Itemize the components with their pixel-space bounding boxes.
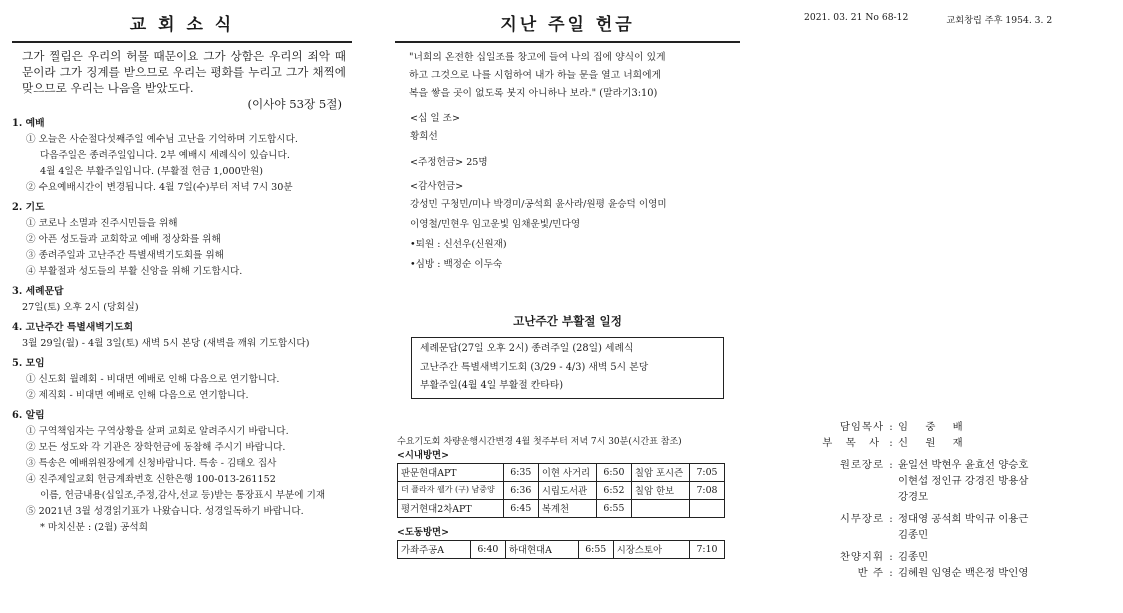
news-item: 3월 29일(월) - 4월 3일(토) 새벽 5시 본당 (새벽을 깨워 기도합시다) <box>22 338 310 349</box>
quote-line: 복을 쌓을 곳이 없도록 붓지 아니하나 보라." (말라기3:10) <box>409 88 658 99</box>
thanks-line: 강성민 구청민/미나 박경미/공석희 윤사라/원평 윤승덕 이영미 <box>410 199 667 210</box>
staff-colon: : <box>889 421 893 433</box>
stop-name: 이현 사거리 <box>538 463 596 481</box>
staff-colon: : <box>889 459 893 471</box>
stop-name: 더 플라자 웰가 (구) 남중양 <box>398 481 504 499</box>
staff-colon <box>884 527 898 543</box>
thanks-line: 이영철/민현우 임고운빛 임채운빛/민다영 <box>410 219 581 230</box>
table-row <box>398 499 725 517</box>
section-title: 3. 세례문답 <box>12 286 64 297</box>
schedule-line: 부활주일(4월 4일 부활절 칸타타) <box>420 380 564 391</box>
city-route-table <box>397 463 725 518</box>
staff-list <box>760 419 1115 581</box>
staff-row <box>760 419 1115 435</box>
stop-time: 6:36 <box>503 481 538 499</box>
staff-row <box>760 549 1115 565</box>
staff-names: 윤일선 박현우 윤효선 양승호 <box>898 459 1029 471</box>
schedule-title: 고난주간 부활절 일정 <box>513 314 622 328</box>
bible-verse <box>12 48 352 112</box>
staff-colon: : <box>889 513 893 525</box>
offering-column <box>395 0 740 559</box>
schedule-box <box>411 337 724 399</box>
news-item: ② 모든 성도와 각 기관은 장학헌금에 동참해 주시기 바랍니다. <box>26 442 286 453</box>
stop-time: 6:55 <box>596 499 631 517</box>
stop-name: 판문현대APT <box>398 463 504 481</box>
stop-time: 7:08 <box>690 481 725 499</box>
staff-role: 담임목사 <box>839 421 884 433</box>
stop-name <box>631 499 689 517</box>
section-title: 6. 알림 <box>12 410 45 421</box>
staff-role <box>760 527 884 543</box>
thanks-offering-names <box>395 195 740 275</box>
table-row <box>398 540 725 558</box>
stop-time: 6:55 <box>578 540 613 558</box>
news-section <box>12 320 352 352</box>
news-item: ④ 진주제일교회 헌금계좌번호 신한은행 100-013-261152 <box>26 474 276 485</box>
staff-row <box>760 489 1115 505</box>
news-item: ② 제직회 - 비대면 예배로 인해 다음으로 연기합니다. <box>26 390 249 401</box>
stop-time: 6:50 <box>596 463 631 481</box>
staff-role: 시무장로 <box>839 513 884 525</box>
dodong-route-table <box>397 540 725 559</box>
staff-role <box>760 489 884 505</box>
stop-time: 7:05 <box>690 463 725 481</box>
news-item: 27일(토) 오후 2시 (당회실) <box>22 302 139 313</box>
staff-names: 김종민 <box>898 551 929 563</box>
staff-row <box>760 565 1115 581</box>
staff-role: 반 주 <box>857 567 884 579</box>
news-item: ③ 특송은 예배위원장에게 신청바랍니다. 특송 - 김태오 집사 <box>26 458 277 469</box>
schedule-line: 세례문답(27일 오후 2시) 종려주일 (28일) 세례식 <box>420 343 634 354</box>
stop-time: 6:40 <box>470 540 505 558</box>
staff-colon: : <box>889 567 893 579</box>
news-section <box>12 356 352 404</box>
verse-reference: (이사야 53장 5절) <box>247 97 342 111</box>
staff-row <box>760 457 1115 473</box>
staff-row <box>760 527 1115 543</box>
staff-colon <box>884 473 898 489</box>
news-section <box>12 200 352 280</box>
tithe-label: <십 일 조> <box>410 113 460 124</box>
staff-role: 부 목 사 <box>822 437 884 449</box>
stop-time: 7:10 <box>690 540 725 558</box>
section-title: 5. 모임 <box>12 358 45 369</box>
staff-names: 신 원 재 <box>898 437 970 449</box>
news-section <box>12 408 352 536</box>
staff-names: 김종민 <box>898 529 929 541</box>
staff-colon: : <box>889 437 893 449</box>
news-item: ④ 부활절과 성도들의 부활 신앙을 위해 기도합시다. <box>26 266 243 277</box>
section-title: 1. 예배 <box>12 118 45 129</box>
title-divider <box>12 41 352 43</box>
thanks-offering-label: <감사헌금> <box>410 181 464 192</box>
tithe-names: 황희선 <box>410 131 438 142</box>
bulletin-info <box>760 12 1115 26</box>
staff-names: 임 중 배 <box>898 421 970 433</box>
news-item: * 마치신분 : (2월) 공석희 <box>40 522 148 533</box>
stop-name: 칠암 한보 <box>631 481 689 499</box>
staff-row <box>760 511 1115 527</box>
staff-row <box>760 435 1115 451</box>
news-item: ① 신도회 월례회 - 비대면 예배로 인해 다음으로 연기합니다. <box>26 374 280 385</box>
table-row <box>398 481 725 499</box>
stop-name: 하대현대A <box>505 540 578 558</box>
quote-line: "너희의 온전한 십일조를 창고에 들여 나의 집에 양식이 있게 <box>409 52 666 63</box>
staff-role: 찬양지휘 <box>839 551 884 563</box>
dodong-route-label: <도동방면> <box>397 526 449 538</box>
stop-name: 복계천 <box>538 499 596 517</box>
news-section <box>12 116 352 196</box>
staff-names: 김혜원 임영순 백은정 박인영 <box>898 567 1029 579</box>
news-item: ③ 종려주일과 고난주간 특별새벽기도회를 위해 <box>26 250 224 261</box>
thanks-line: •퇴원 : 신선우(신원재) <box>410 239 507 250</box>
weekly-offering-label: <주정헌금> 25명 <box>410 157 488 168</box>
stop-name: 평거현대2차APT <box>398 499 504 517</box>
news-item: 이름, 헌금내용(십일조,주정,감사,선교 등)받는 통장표시 부분에 기재 <box>40 490 326 501</box>
bus-schedule-note: 수요기도회 차량운행시간변경 4월 첫주부터 저녁 7시 30분(시간표 참조) <box>397 436 682 447</box>
info-column <box>760 0 1115 579</box>
stop-name: 칠암 포시즌 <box>631 463 689 481</box>
staff-role: 원로장로 <box>839 459 884 471</box>
church-news-title: 교 회 소 식 <box>129 15 235 35</box>
news-item: ① 구역책임자는 구역상황을 살펴 교회로 알려주시기 바랍니다. <box>26 426 289 437</box>
stop-time: 6:52 <box>596 481 631 499</box>
news-item: 4월 4일은 부활주일입니다. (부활절 헌금 1,000만원) <box>40 166 264 177</box>
stop-name: 시립도서관 <box>538 481 596 499</box>
staff-colon <box>884 489 898 505</box>
stop-time: 6:45 <box>503 499 538 517</box>
table-row <box>398 463 725 481</box>
staff-names: 이현섭 정인규 강경진 방용삼 <box>898 475 1029 487</box>
thanks-line: •심방 : 백정순 이두숙 <box>410 259 503 270</box>
stop-time <box>690 499 725 517</box>
stop-name: 가좌주공A <box>398 540 471 558</box>
staff-colon: : <box>889 551 893 563</box>
city-route-label: <시내방면> <box>397 449 449 461</box>
news-item: 다음주일은 종려주일입니다. 2부 예배시 세례식이 있습니다. <box>40 150 290 161</box>
offering-title: 지난 주일 헌금 <box>500 15 635 35</box>
news-item: ① 오늘은 사순절다섯째주일 예수님 고난을 기억하며 기도합시다. <box>26 134 298 145</box>
stop-time: 6:35 <box>503 463 538 481</box>
staff-row <box>760 473 1115 489</box>
news-sections <box>12 116 352 536</box>
section-title: 2. 기도 <box>12 202 45 213</box>
staff-role <box>760 473 884 489</box>
church-founded: 교회창립 주후 1954. 3. 2 <box>946 15 1053 26</box>
section-title: 4. 고난주간 특별새벽기도회 <box>12 322 134 333</box>
news-item: ① 코로나 소멸과 진주시민들을 위해 <box>26 218 178 229</box>
title-divider <box>395 41 740 43</box>
stop-name: 시장스토아 <box>613 540 689 558</box>
news-section <box>12 284 352 316</box>
staff-names: 강경모 <box>898 491 929 503</box>
news-item: ② 수요예배시간이 변경됩니다. 4월 7일(수)부터 저녁 7시 30분 <box>26 182 293 193</box>
staff-names: 정대영 공석희 박익규 이용근 <box>898 513 1029 525</box>
schedule-line: 고난주간 특별새벽기도회 (3/29 - 4/3) 새벽 5시 본당 <box>420 361 649 373</box>
news-item: ⑤ 2021년 3월 성경읽기표가 나왔습니다. 성경일독하기 바랍니다. <box>26 506 304 517</box>
news-item: ② 아픈 성도들과 교회학교 예배 정상화를 위해 <box>26 234 221 245</box>
verse-text: 그가 찔림은 우리의 허물 때문이요 그가 상함은 우리의 죄악 때문이라 그가 징계를 받으므로 우리는 평화를 누리고 그가 채찍에 맞으므로 우리는 나음을 받았도다. <box>22 49 346 95</box>
quote-line: 하고 그것으로 나를 시험하여 내가 하늘 문을 열고 너희에게 <box>409 70 662 81</box>
bulletin-date-number: 2021. 03. 21 No 68-12 <box>804 12 909 23</box>
malachi-quote <box>395 49 740 103</box>
church-news-column <box>12 0 352 536</box>
